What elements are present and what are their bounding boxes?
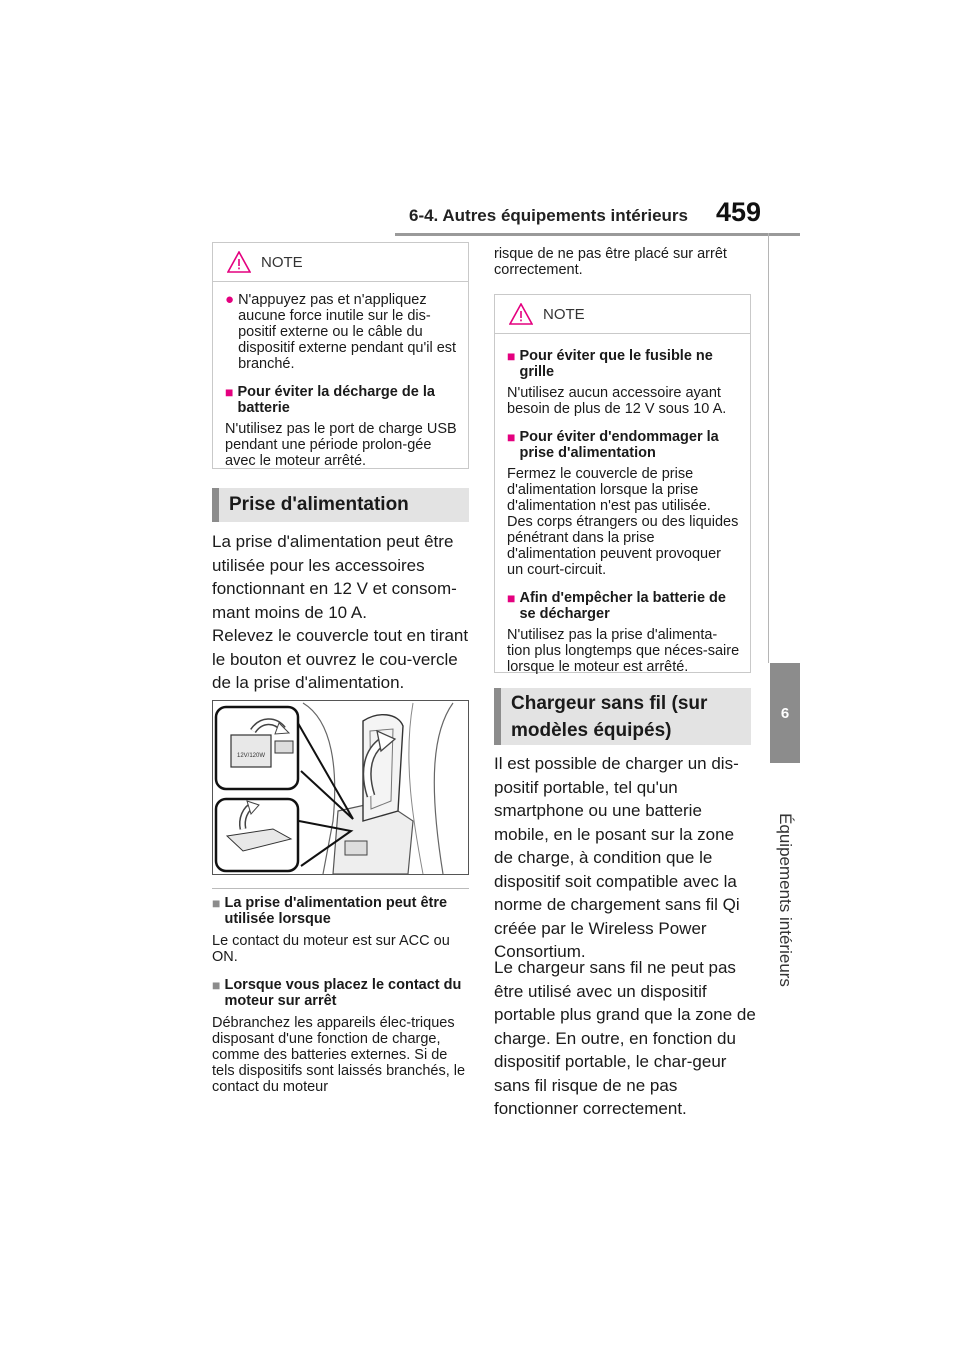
side-divider <box>768 233 769 663</box>
chapter-tab <box>770 663 800 763</box>
square-bullet-icon: ■ <box>212 977 221 993</box>
chapter-number: 6 <box>780 704 790 722</box>
note-bullet-text: N'appuyez pas et n'appliquez aucune force inutile sur le dis-positif externe ou le câble du dispositif externe pendant qu'il est branché. <box>238 292 457 372</box>
console-drawing <box>213 701 468 874</box>
square-bullet-icon: ■ <box>212 895 221 911</box>
info-block-left <box>212 895 469 1095</box>
section-header-wireless-charger: Chargeur sans fil (sur modèles équipés) <box>494 688 751 745</box>
note-body-text: N'utilisez pas le port de charge USB pendant une période prolon-gée avec le moteur arrêté. <box>225 421 457 469</box>
note-header <box>213 243 468 282</box>
note-subheading-damage-text: Pour éviter d'endommager la prise d'alimentation <box>519 429 719 461</box>
note-subheading-fuse <box>507 348 740 380</box>
note-subheading-damage <box>507 429 740 461</box>
note-subheading-text: Pour éviter la décharge de la batterie <box>237 384 435 416</box>
paragraph-outlet-usage: La prise d'alimentation peut être utilisée pour les accessoires fonctionnant en 12 V et consom-mant moins de 10 A. <box>212 532 457 622</box>
note-header <box>495 295 750 334</box>
square-bullet-icon: ■ <box>507 348 516 364</box>
section-title: 6-4. Autres équipements intérieurs <box>408 206 688 225</box>
note-box-usb <box>212 242 469 469</box>
illustration-power-outlet <box>212 700 469 875</box>
header-rule <box>395 233 800 236</box>
paragraph-wireless-intro: Il est possible de charger un dis-positif portable, tel qu'un smartphone ou une batterie mobile, en le posant sur la zone de charge, à condition que le dispositif soit compatible avec la norme de chargement sans fil Qi créée par le Wireless Power Consortium. <box>494 754 740 961</box>
note-body-damage: Fermez le couvercle de prise d'alimentation lorsque la prise d'alimentation n'est pas utilisée. Des corps étrangers ou des liquides pénétrant dans la prise d'alimentation peuvent provoquer un court-circuit. <box>507 466 739 578</box>
paragraph-open-cover: Relevez le couvercle tout en tirant le bouton et ouvrez le cou-vercle de la prise d'alimentation. <box>212 626 469 692</box>
note-bullet <box>225 292 458 372</box>
body-engine-off: Débranchez les appareils élec-triques disposant d'une fonction de charge, comme des batteries externes. Si de tels dispositifs sont laissés branchés, le contact du moteur <box>212 1015 466 1095</box>
heading-usable-when <box>212 895 469 927</box>
note-subheading-battery <box>507 590 740 622</box>
outlet-label: 12V/120W <box>237 753 266 759</box>
bullet-dot-icon: ● <box>225 291 235 308</box>
heading-usable-when-text: La prise d'alimentation peut être utilisée lorsque <box>224 895 448 927</box>
heading-engine-off <box>212 977 469 1009</box>
note-body-battery: N'utilisez pas la prise d'alimenta-tion plus longtemps que néces-saire lorsque le moteur est arrêté. <box>507 627 740 675</box>
page-number: 459 <box>716 197 762 227</box>
divider-line <box>212 888 469 889</box>
chapter-title: Équipements intérieurs <box>776 813 795 987</box>
heading-engine-off-text: Lorsque vous placez le contact du moteur sur arrêt <box>224 977 462 1009</box>
section-header-power-outlet: Prise d'alimentation <box>212 488 469 522</box>
square-bullet-icon: ■ <box>225 384 234 400</box>
warning-icon <box>509 303 533 325</box>
paragraph-wireless-limits: Le chargeur sans fil ne peut pas être utilisé avec un dispositif portable plus grand que la zone de charge. En outre, en fonction du dispositif portable, le char-geur sans fil risque de ne pas fonctionner correctement. <box>494 958 756 1118</box>
note-body-fuse: N'utilisez aucun accessoire ayant besoin de plus de 12 V sous 10 A. <box>507 385 727 417</box>
chapter-title-vertical <box>770 775 800 1025</box>
note-subheading <box>225 384 458 416</box>
note-label: NOTE <box>261 254 303 271</box>
body-usable-when: Le contact du moteur est sur ACC ou ON. <box>212 933 450 965</box>
note-label: NOTE <box>543 306 585 323</box>
note-box-outlet <box>494 294 751 673</box>
square-bullet-icon: ■ <box>507 590 516 606</box>
square-bullet-icon: ■ <box>507 429 516 445</box>
warning-icon <box>227 251 251 273</box>
note-subheading-fuse-text: Pour éviter que le fusible ne grille <box>519 348 713 380</box>
note-subheading-battery-text: Afin d'empêcher la batterie de se décharger <box>519 590 726 622</box>
continuation-text: risque de ne pas être placé sur arrêt correctement. <box>494 246 727 278</box>
